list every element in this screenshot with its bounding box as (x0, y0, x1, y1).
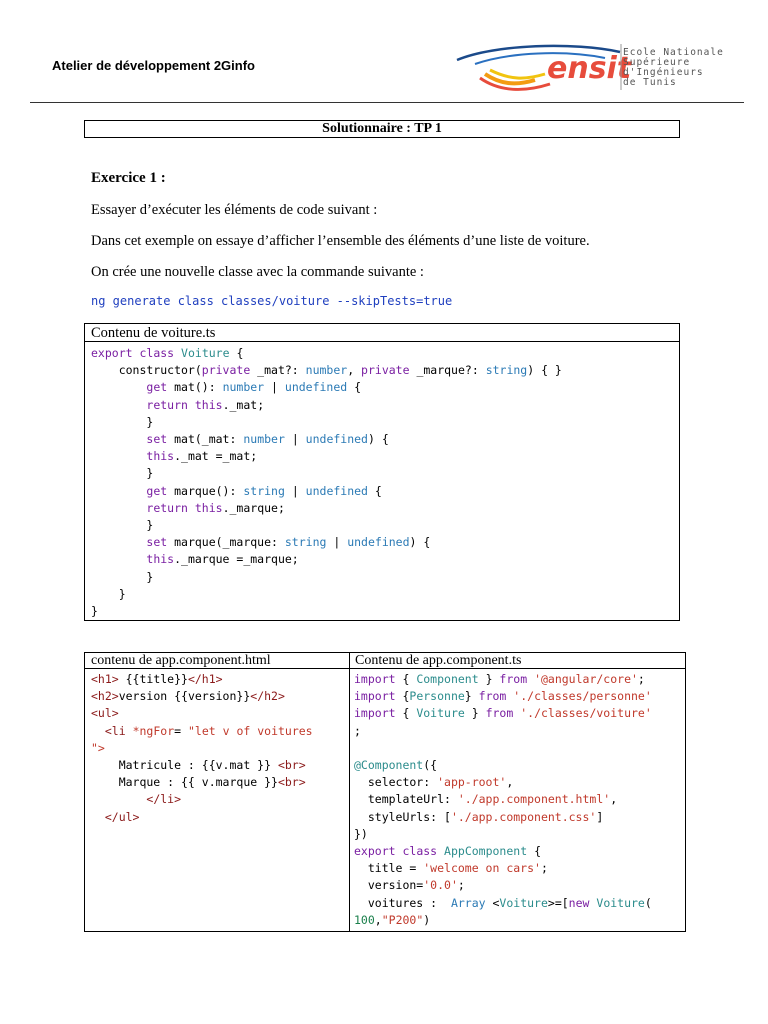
code-line: set mat(_mat: number | undefined) { (146, 432, 389, 447)
paragraph: Dans cet exemple on essaye d’afficher l’ensemble des éléments d’une liste de voiture. (91, 233, 590, 249)
code-line: export class Voiture { (91, 346, 244, 360)
code-line: styleUrls: ['./app.component.css'] (354, 809, 604, 824)
code-line: } (91, 466, 154, 481)
code-line: return this._marque; (146, 500, 285, 515)
school-line: Supérieure (623, 57, 691, 68)
code-line: }) (354, 826, 368, 841)
code-line: constructor(private _mat?: number, private _marque?: string) { } (91, 363, 562, 378)
code-line: selector: 'app-root', (354, 775, 514, 790)
code-line: voitures : Array <Voiture>=[new Voiture( (354, 895, 652, 910)
header-divider (30, 102, 744, 103)
code-line: import { Voiture } from './classes/voiture' (354, 706, 652, 721)
ts-caption: Contenu de app.component.ts (355, 653, 522, 668)
code-line: get marque(): string | undefined { (146, 483, 382, 498)
code-line: return this._mat; (146, 397, 265, 412)
logo-word: ensit (547, 51, 632, 86)
code-line: } (91, 604, 98, 619)
code-line: "> (91, 740, 105, 755)
code-line: <ul> (91, 706, 119, 721)
exercise-heading: Exercice 1 : (91, 170, 166, 186)
app-ts-code (354, 671, 652, 929)
code-line: @Component({ (354, 758, 438, 773)
code-line: } (91, 414, 154, 429)
paragraph: Essayer d’exécuter les éléments de code suivant : (91, 202, 378, 218)
code-line (354, 740, 652, 757)
course-title: Atelier de développement 2Ginfo (52, 58, 255, 73)
code-line: templateUrl: './app.component.html', (354, 792, 618, 807)
code-line: this._mat =_mat; (146, 449, 258, 464)
code-line: get mat(): number | undefined { (146, 380, 362, 395)
code-line: set marque(_marque: string | undefined) { (146, 535, 431, 550)
school-name (623, 48, 724, 88)
code-line: 100,"P200") (354, 912, 431, 927)
school-line: Ecole Nationale (623, 47, 724, 58)
paragraph: On crée une nouvelle classe avec la commande suivante : (91, 264, 424, 280)
doc-title: Solutionnaire : TP 1 (84, 120, 680, 138)
code-line: <h2>version {{version}}</h2> (91, 689, 285, 704)
app-html-code (91, 671, 313, 826)
voiture-ts-box (84, 323, 680, 621)
school-line: d'Ingénieurs (623, 67, 704, 78)
code-line: import {Personne} from './classes/personne' (354, 689, 652, 704)
code-line: version='0.0'; (354, 878, 465, 893)
code-line: Marque : {{ v.marque }}<br> (91, 775, 306, 790)
code-line: title = 'welcome on cars'; (354, 861, 548, 876)
code-line: import { Component } from '@angular/core'; (354, 672, 645, 686)
school-line: de Tunis (623, 77, 677, 88)
box-caption: Contenu de voiture.ts (85, 324, 679, 342)
code-line: this._marque =_marque; (146, 552, 299, 567)
code-line: Matricule : {{v.mat }} <br> (91, 758, 306, 773)
code-line: <h1> {{title}}</h1> (91, 672, 223, 686)
code-line: } (91, 569, 154, 584)
code-line: export class AppComponent { (354, 844, 541, 859)
cli-command: ng generate class classes/voiture --skipTests=true (91, 294, 453, 308)
code-line: } (91, 586, 126, 601)
code-line: </li> (146, 792, 182, 807)
voiture-ts-code (91, 345, 562, 620)
code-line: </ul> (104, 809, 140, 824)
code-line: <li *ngFor= "let v of voitures (104, 723, 313, 738)
html-caption: contenu de app.component.html (91, 653, 271, 668)
code-line: ; (354, 723, 361, 738)
app-component-table (84, 652, 686, 932)
code-line: } (91, 518, 154, 533)
